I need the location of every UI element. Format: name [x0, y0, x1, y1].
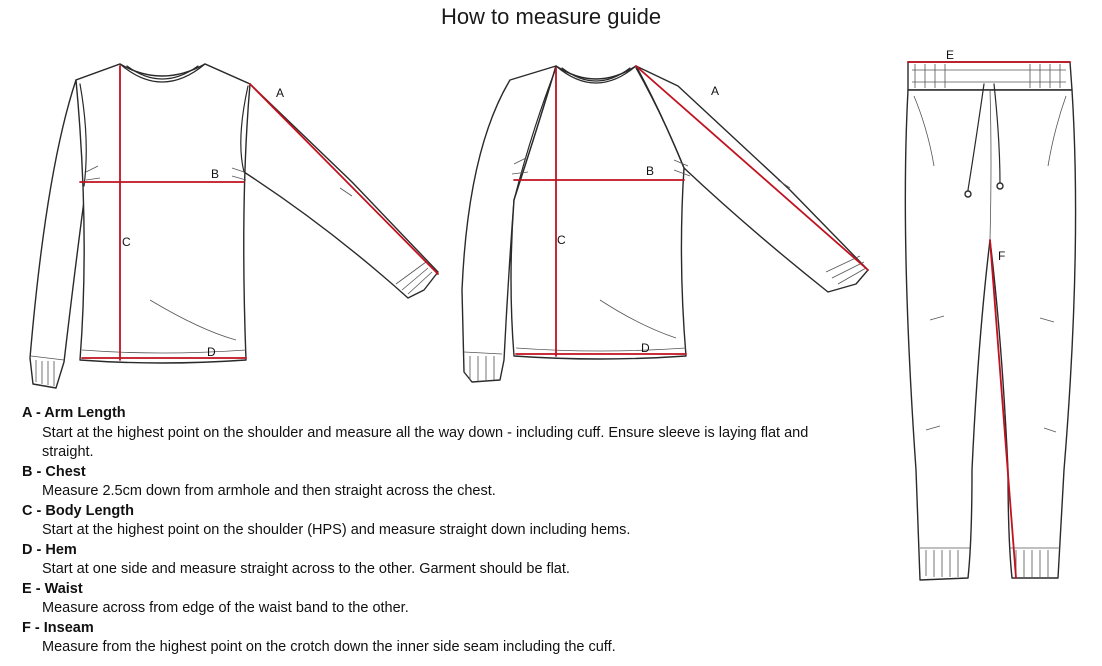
label-b-1: B: [211, 167, 220, 181]
legend-description: Measure across from edge of the waist band to the other.: [42, 600, 409, 616]
legend-name: Arm Length: [44, 405, 126, 421]
label-c-1: C: [122, 235, 131, 249]
legend-item-arm-length: [22, 404, 822, 463]
legend-item-inseam: [22, 619, 822, 658]
label-a-2: A: [711, 84, 720, 98]
legend-item-body-length: [22, 502, 822, 541]
legend-description: Measure from the highest point on the crotch down the inner side seam including the cuff.: [42, 639, 616, 655]
tshirt-raglan-drawing: [462, 66, 868, 382]
legend-description: Start at the highest point on the shoulder (HPS) and measure straight down including hems.: [42, 522, 631, 538]
label-b-2: B: [646, 164, 655, 178]
tshirt-set-in-sleeve-drawing: [30, 64, 438, 388]
legend-description: Start at the highest point on the shoulder and measure all the way down - including cuff. Ensure sleeve is laying flat and straight.: [42, 424, 809, 460]
legend-description: Measure 2.5cm down from armhole and then straight across the chest.: [42, 483, 496, 499]
label-d-2: D: [641, 341, 650, 355]
legend-key: D -: [22, 541, 46, 558]
legend-item-hem: [22, 541, 822, 580]
legend-item-chest: [22, 463, 822, 502]
jogger-pants-drawing: [905, 62, 1075, 580]
measurement-legend: [22, 404, 822, 658]
legend-key: F -: [22, 619, 44, 636]
legend-description: Start at one side and measure straight across to the other. Garment should be flat.: [42, 561, 570, 577]
legend-item-waist: [22, 580, 822, 619]
label-d-1: D: [207, 345, 216, 359]
label-f: F: [998, 249, 1006, 263]
page-title: How to measure guide: [440, 4, 662, 29]
label-c-2: C: [557, 233, 566, 247]
legend-name: Chest: [45, 463, 86, 480]
legend-key: A -: [22, 405, 45, 421]
label-a-1: A: [276, 86, 285, 100]
label-e: E: [946, 48, 955, 62]
legend-name: Waist: [44, 580, 83, 597]
legend-name: Body Length: [45, 502, 134, 519]
legend-key: E -: [22, 580, 45, 597]
legend-name: Inseam: [43, 619, 94, 636]
legend-key: B -: [22, 463, 46, 480]
legend-name: Hem: [45, 541, 77, 558]
legend-key: C -: [22, 502, 46, 519]
